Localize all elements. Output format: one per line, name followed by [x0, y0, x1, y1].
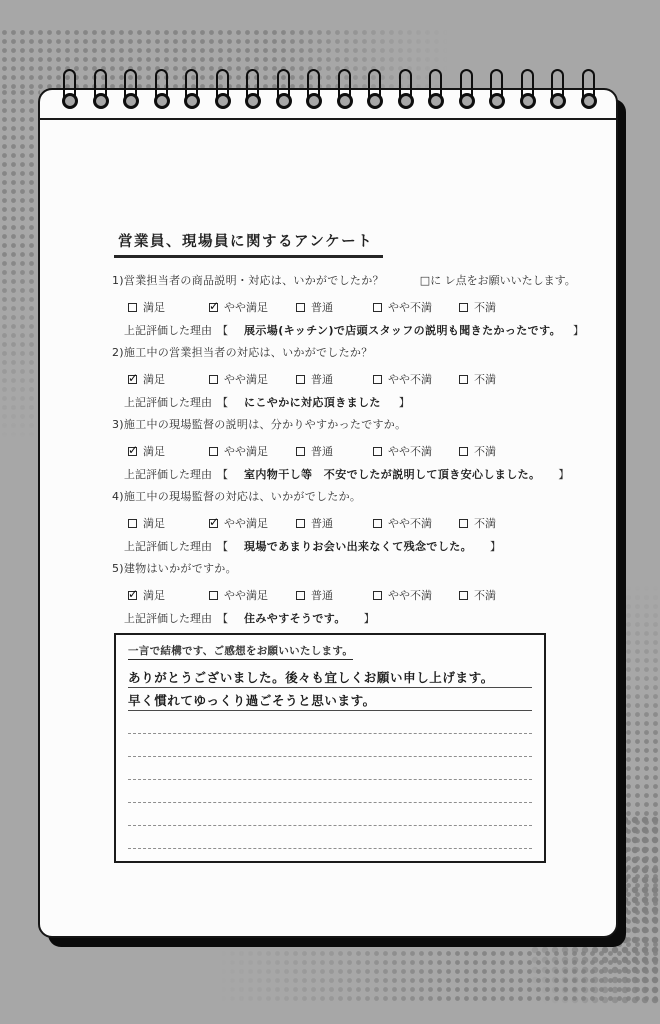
reason-label: 上記評価した理由	[124, 468, 212, 481]
reason-label: 上記評価した理由	[124, 324, 212, 337]
option-4	[373, 299, 459, 315]
halftone-pattern-right-column	[624, 575, 660, 945]
option-2	[209, 515, 296, 531]
option-label: 満足	[143, 301, 165, 314]
reason-label: 上記評価した理由	[124, 396, 212, 409]
checkbox-checked-icon: ✓	[128, 442, 139, 457]
checkbox-icon	[296, 375, 305, 384]
checkbox-icon	[459, 447, 468, 456]
option-5	[459, 371, 496, 387]
reason-row	[112, 394, 588, 410]
reason-text: にこやかに対応頂きました	[244, 396, 381, 409]
option-label: やや不満	[388, 301, 432, 314]
reason-text: 住みやすそうです。	[244, 612, 346, 625]
question-block	[112, 272, 588, 338]
option-label: 普通	[311, 445, 333, 458]
question-text: 2)施工中の営業担当者の対応は、いかがでしたか？	[112, 346, 373, 359]
option-3	[296, 515, 373, 531]
close-bracket: 】	[363, 612, 375, 625]
reason-row	[112, 466, 588, 482]
option-label: やや満足	[224, 589, 268, 602]
close-bracket: 】	[558, 468, 570, 481]
checkbox-icon	[373, 591, 382, 600]
binding-strip	[40, 90, 616, 120]
option-3	[296, 587, 373, 603]
question-text: 4)施工中の現場監督の対応は、いかがでしたか。	[112, 490, 362, 503]
open-bracket: 【	[217, 468, 228, 481]
option-label: やや満足	[224, 301, 268, 314]
option-3	[296, 299, 373, 315]
halftone-pattern-bottom	[210, 940, 660, 1002]
option-label: やや満足	[224, 373, 268, 386]
option-4	[373, 371, 459, 387]
checkbox-icon	[459, 303, 468, 312]
halftone-pattern-left-column	[0, 88, 40, 450]
checkmark-instruction: □に レ点をお願いいたします。	[419, 274, 576, 287]
checkbox-checked-icon: ✓	[209, 298, 220, 313]
option-label: やや不満	[388, 589, 432, 602]
question-block	[112, 416, 588, 482]
option-label: 満足	[143, 517, 165, 530]
checkbox-icon	[296, 303, 305, 312]
comment-box	[114, 633, 546, 863]
option-4	[373, 443, 459, 459]
option-2	[209, 587, 296, 603]
option-5	[459, 515, 496, 531]
comment-empty-line	[128, 711, 532, 734]
question-text: 1)営業担当者の商品説明・対応は、いかがでしたか？	[112, 274, 384, 287]
question-block	[112, 488, 588, 554]
option-label: やや満足	[224, 445, 268, 458]
close-bracket: 】	[490, 540, 501, 553]
comment-empty-line	[128, 757, 532, 780]
comment-handwritten-line: ありがとうございました。後々も宜しくお願い申し上げます。	[128, 665, 532, 688]
checkbox-icon	[373, 519, 382, 528]
open-bracket: 【	[217, 324, 228, 337]
option-label: 不満	[474, 589, 496, 602]
reason-row	[112, 322, 588, 338]
survey-form	[112, 230, 588, 863]
option-label: 普通	[311, 589, 333, 602]
option-label: やや不満	[388, 373, 432, 386]
comment-empty-line	[128, 803, 532, 826]
checkbox-icon	[373, 375, 382, 384]
comment-empty-line	[128, 826, 532, 849]
checkbox-icon	[209, 591, 218, 600]
checkbox-checked-icon: ✓	[128, 370, 139, 385]
reason-row	[112, 610, 588, 626]
close-bracket: 】	[398, 396, 410, 409]
option-1	[128, 371, 209, 387]
open-bracket: 【	[217, 396, 228, 409]
question-block	[112, 344, 588, 410]
open-bracket: 【	[217, 540, 228, 553]
reason-label: 上記評価した理由	[124, 612, 212, 625]
options-row	[112, 371, 588, 387]
option-label: 普通	[311, 517, 333, 530]
reason-text: 室内物干し等 不安でしたが説明して頂き安心しました。	[244, 468, 541, 481]
checkbox-icon	[373, 447, 382, 456]
comment-empty-line	[128, 734, 532, 757]
checkbox-checked-icon: ✓	[209, 514, 220, 529]
checkbox-icon	[459, 519, 468, 528]
reason-text: 展示場(キッチン)で店頭スタッフの説明も聞きたかったです。	[244, 324, 562, 337]
close-bracket: 】	[573, 324, 584, 337]
option-label: 不満	[474, 517, 496, 530]
checkbox-icon	[296, 591, 305, 600]
checkbox-icon	[373, 303, 382, 312]
option-1	[128, 443, 209, 459]
option-label: やや不満	[388, 445, 432, 458]
option-label: 満足	[143, 445, 165, 458]
option-1	[128, 515, 209, 531]
option-5	[459, 587, 496, 603]
open-bracket: 【	[217, 612, 228, 625]
option-1	[128, 299, 209, 315]
option-2	[209, 299, 296, 315]
checkbox-icon	[209, 447, 218, 456]
option-label: 満足	[143, 589, 165, 602]
option-label: 不満	[474, 445, 496, 458]
comment-prompt: 一言で結構です、ご感想をお願いいたします。	[128, 643, 353, 660]
option-5	[459, 443, 496, 459]
option-4	[373, 587, 459, 603]
checkbox-icon	[128, 303, 137, 312]
options-row	[112, 515, 588, 531]
option-label: 普通	[311, 301, 333, 314]
option-label: 不満	[474, 301, 496, 314]
option-label: やや不満	[388, 517, 432, 530]
checkbox-icon	[128, 519, 137, 528]
checkbox-icon	[459, 375, 468, 384]
question-text: 3)施工中の現場監督の説明は、分かりやすかったですか。	[112, 418, 407, 431]
options-row	[112, 443, 588, 459]
option-2	[209, 371, 296, 387]
option-label: やや満足	[224, 517, 268, 530]
reason-row	[112, 538, 588, 554]
option-label: 普通	[311, 373, 333, 386]
question-block	[112, 560, 588, 626]
reason-label: 上記評価した理由	[124, 540, 212, 553]
notebook-page	[38, 88, 618, 938]
reason-text: 現場であまりお会い出来なくて残念でした。	[244, 540, 472, 553]
option-1	[128, 587, 209, 603]
comment-empty-line	[128, 780, 532, 803]
option-label: 不満	[474, 373, 496, 386]
question-list	[112, 272, 588, 626]
option-5	[459, 299, 496, 315]
option-3	[296, 443, 373, 459]
option-2	[209, 443, 296, 459]
checkbox-icon	[296, 519, 305, 528]
checkbox-icon	[459, 591, 468, 600]
options-row	[112, 299, 588, 315]
checkbox-checked-icon: ✓	[128, 586, 139, 601]
option-label: 満足	[143, 373, 165, 386]
checkbox-icon	[296, 447, 305, 456]
form-title: 営業員、現場員に関するアンケート	[114, 230, 383, 258]
option-4	[373, 515, 459, 531]
option-3	[296, 371, 373, 387]
question-text: 5)建物はいかがですか。	[112, 562, 237, 575]
checkbox-icon	[209, 375, 218, 384]
options-row	[112, 587, 588, 603]
comment-handwritten-line: 早く慣れてゆっくり過ごそうと思います。	[128, 688, 532, 711]
comment-lines	[128, 665, 532, 849]
